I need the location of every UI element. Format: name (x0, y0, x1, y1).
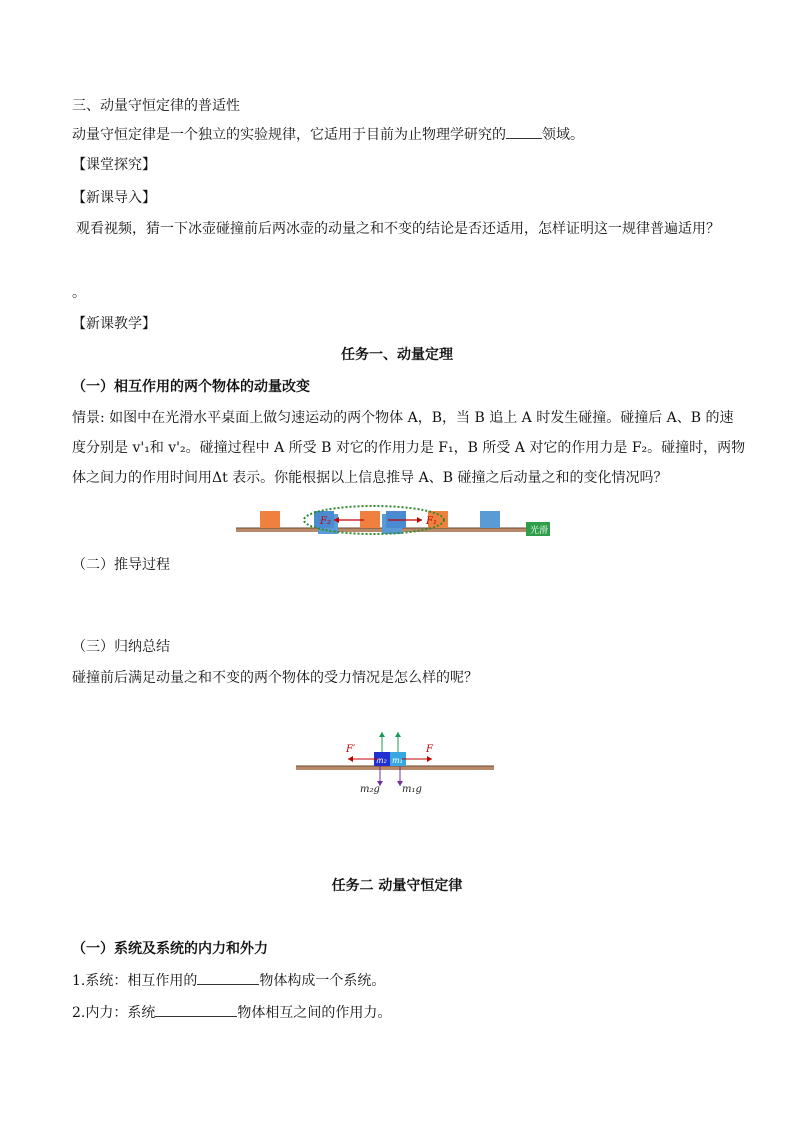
force-left-arrowhead (348, 756, 353, 762)
explore-heading: 【课堂探究】 (72, 157, 156, 173)
task1-title: 任务一、动量定理 (341, 347, 453, 363)
answer-mark: 。 (72, 285, 86, 301)
block-a-start (260, 511, 280, 528)
normal-force-m1-arrowhead (395, 732, 401, 737)
force-right-label: F (426, 744, 433, 755)
item1-text-b: 物体构成一个系统。 (259, 973, 386, 989)
fill-blank[interactable] (197, 970, 259, 985)
gravity-m1-label: m₁g (402, 784, 422, 795)
force-left-label: F′ (346, 744, 356, 755)
collision-figure (236, 504, 556, 540)
m2-label: m₂ (376, 756, 387, 765)
ground-surface (296, 766, 494, 770)
f1-label: F₁ (426, 516, 437, 527)
item2-text-a: 2.内力：系统 (72, 1005, 156, 1021)
item1-text-a: 1.系统：相互作用的 (72, 973, 198, 989)
normal-force-m2-arrowhead (379, 732, 385, 737)
system-definition (72, 970, 385, 991)
statement-text-b: 领域。 (542, 127, 584, 143)
scene-line-3: 体之间力的作用时间用Δt 表示。你能根据以上信息推导 A、B 碰撞之后动量之和的变化情况吗？ (72, 470, 668, 486)
block-b-end (480, 511, 500, 528)
conservation-statement (72, 124, 584, 145)
section-heading: 三、动量守恒定律的普适性 (72, 98, 240, 114)
fill-blank[interactable] (506, 124, 542, 139)
summary-question: 碰撞前后满足动量之和不变的两个物体的受力情况是怎么样的呢？ (72, 670, 478, 686)
task2-sub1: （一）系统及系统的内力和外力 (72, 941, 268, 957)
teach-heading: 【新课教学】 (72, 316, 156, 332)
fill-blank[interactable] (155, 1002, 237, 1017)
table-surface (236, 528, 526, 532)
f2-label: F₂ (320, 516, 331, 527)
force-f1-arrowhead (417, 517, 422, 523)
task2-title: 任务二 动量守恒定律 (331, 878, 463, 894)
scene-line-1: 情景: 如图中在光滑水平桌面上做匀速运动的两个物体 A，B，当 B 追上 A 时发生碰撞。碰撞后 A、B 的速 (72, 410, 734, 426)
task1-sub3: （三）归纳总结 (72, 639, 170, 655)
smooth-surface-label: 光滑 (530, 526, 549, 536)
m1-label: m₁ (392, 756, 403, 765)
task1-sub1: （一）相互作用的两个物体的动量改变 (72, 379, 310, 395)
force-right-arrowhead (427, 756, 432, 762)
intro-question: 观看视频，猜一下冰壶碰撞前后两冰壶的动量之和不变的结论是否还适用，怎样证明这一规律普遍适用？ (76, 221, 720, 237)
task1-sub2: （二）推导过程 (72, 557, 170, 573)
item2-text-b: 物体相互之间的作用力。 (237, 1005, 392, 1021)
internal-force-definition (72, 1002, 391, 1023)
scene-line-2: 度分别是 v'₁和 v'₂。碰撞过程中 A 所受 B 对它的作用力是 F₁，B 所受 A 对它的作用力是 F₂。碰撞时，两物 (72, 440, 746, 456)
intro-heading: 【新课导入】 (72, 190, 156, 206)
statement-text-a: 动量守恒定律是一个独立的实验规律，它适用于目前为止物理学研究的 (72, 127, 506, 143)
force-diagram (294, 730, 504, 800)
gravity-m2-label: m₂g (360, 784, 380, 795)
